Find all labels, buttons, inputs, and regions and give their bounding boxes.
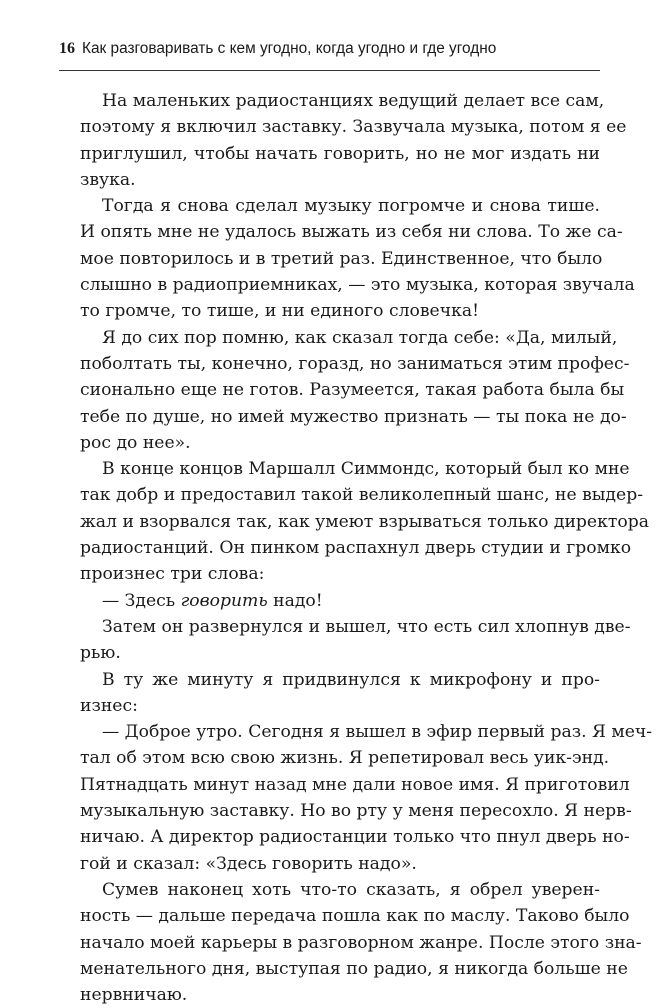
text-line: произнес три слова:: [80, 564, 265, 585]
text-line: рью.: [80, 643, 121, 664]
text-line: мое повторилось и в третий раз. Единственное, что было: [80, 248, 603, 269]
text-line: рос до нее».: [80, 432, 191, 453]
page-number: 16: [59, 40, 75, 57]
text-line: менательного дня, выступая по радио, я никогда больше не: [80, 958, 628, 979]
text-line: нервничаю.: [80, 985, 188, 1006]
text-line: Я до сих пор помню, как сказал тогда себе: «Да, милый,: [102, 327, 618, 348]
text-line: сионально еще не готов. Разумеется, такая работа была бы: [80, 380, 625, 401]
text-line: Пятнадцать минут назад мне дали новое имя. Я приготовил: [80, 774, 630, 795]
text-line: так добр и предоставил такой великолепный шанс, не выдер-: [80, 485, 643, 506]
text-line: слышно в радиоприемниках, — это музыка, которая звучала: [80, 275, 635, 296]
text-line: тебе по душе, но имей мужество признать — ты пока не до-: [80, 406, 627, 427]
text-line: поболтать ты, конечно, горазд, но заниматься этим профес-: [80, 353, 630, 374]
emphasis: говорить: [180, 590, 268, 611]
text-line: ность — дальше передача пошла как по маслу. Таково было: [80, 906, 630, 927]
text-line: то громче, то тише, и ни единого словечка!: [80, 301, 479, 322]
text-line: Затем он развернулся и вышел, что есть сил хлопнув две-: [102, 616, 631, 637]
header-rule: [59, 70, 600, 71]
text-line: звука.: [80, 169, 136, 190]
text-line: начало моей карьеры в разговорном жанре. После этого зна-: [80, 932, 642, 953]
text-line: Сумев наконец хоть что-то сказать, я обрел уверен-: [102, 879, 600, 900]
text-line: На маленьких радиостанциях ведущий делает все сам,: [102, 91, 605, 111]
text-line: музыкальную заставку. Но во рту у меня пересохло. Я нерв-: [80, 801, 632, 822]
text-line: тал об этом всю свою жизнь. Я репетировал весь уик-энд.: [80, 748, 610, 769]
text-line: — Здесь говорить надо!: [102, 590, 323, 611]
text-line: И опять мне не удалось выжать из себя ни слова. То же са-: [80, 222, 623, 243]
text-line: радиостанций. Он пинком распахнул дверь студии и громко: [80, 538, 632, 559]
text-line: жал и взорвался так, как умеют взрываться только директора: [80, 511, 649, 532]
text-line: Тогда я снова сделал музыку погромче и снова тише.: [102, 196, 600, 217]
text-line: — Доброе утро. Сегодня я вышел в эфир первый раз. Я меч-: [102, 722, 653, 743]
text-line: ничаю. А директор радиостанции только что пнул дверь но-: [80, 827, 630, 848]
text-line: гой и сказал: «Здесь говорить надо».: [80, 853, 417, 874]
text-line: приглушил, чтобы начать говорить, но не мог издать ни: [80, 143, 600, 164]
text-line: поэтому я включил заставку. Зазвучала музыка, потом я ее: [80, 117, 627, 138]
text-line: В ту же минуту я придвинулся к микрофону и про-: [102, 669, 600, 690]
text-line: В конце концов Маршалл Симмондс, который был ко мне: [102, 459, 630, 480]
body-text: [80, 88, 653, 1008]
text-line: изнес:: [80, 695, 138, 716]
running-header: [59, 40, 600, 58]
running-title: Как разговаривать с кем угодно, когда угодно и где угодно: [82, 40, 497, 57]
